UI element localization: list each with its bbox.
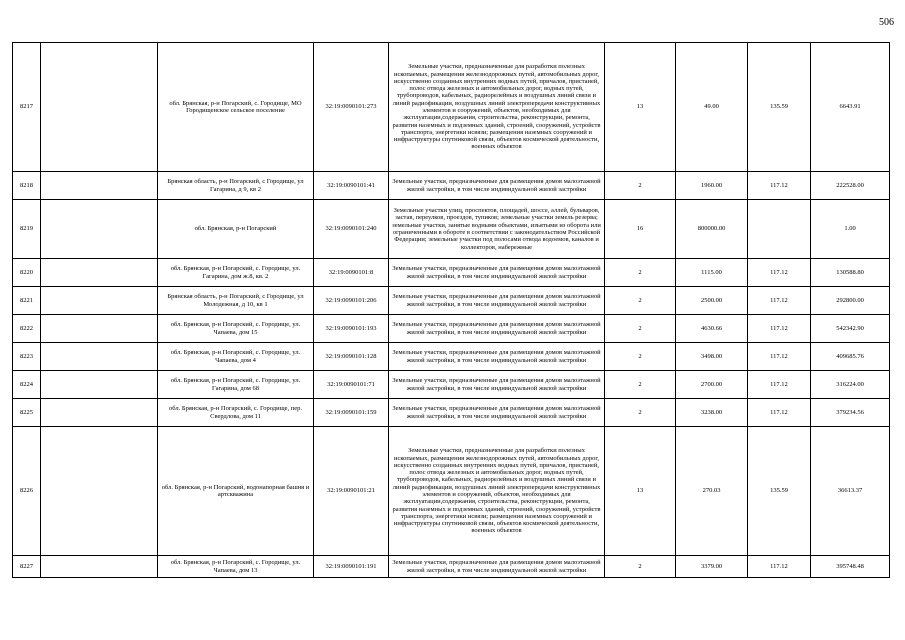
cadastral-value-cell: 6643.91 (811, 43, 890, 172)
cadastral-value-cell: 130588.80 (811, 259, 890, 287)
area-cell: 3238.00 (676, 399, 748, 427)
table-row (13, 427, 890, 556)
table-row (13, 259, 890, 287)
area-cell: 3498.00 (676, 343, 748, 371)
specific-value-cell: 117.12 (748, 287, 811, 315)
cadastral-number-cell: 32:19:0090101:206 (314, 287, 389, 315)
table-row (13, 371, 890, 399)
use-group-code-cell: 2 (605, 259, 676, 287)
area-cell: 2500.00 (676, 287, 748, 315)
row-number: 8227 (13, 556, 41, 578)
use-group-code-cell: 13 (605, 427, 676, 556)
address-cell: обл. Брянская, р-н Погарский, с. Городище, ул. Чапаева, дом 15 (158, 315, 314, 343)
use-group-code-cell: 2 (605, 343, 676, 371)
table-row (13, 315, 890, 343)
blank-cell (41, 343, 158, 371)
row-number: 8219 (13, 200, 41, 259)
specific-value-cell (748, 200, 811, 259)
row-number: 8226 (13, 427, 41, 556)
specific-value-cell: 135.59 (748, 427, 811, 556)
use-group-code-cell: 13 (605, 43, 676, 172)
land-use-description-cell: Земельные участки, предназначенные для размещения домов малоэтажной жилой застройки, в том числе индивидуальной жилой застройки (389, 172, 605, 200)
row-number: 8218 (13, 172, 41, 200)
table-row (13, 287, 890, 315)
cadastral-value-cell: 292800.00 (811, 287, 890, 315)
cadastral-value-cell: 316224.00 (811, 371, 890, 399)
blank-cell (41, 556, 158, 578)
use-group-code-cell: 2 (605, 315, 676, 343)
address-cell: обл. Брянская, р-н Погарский, с. Городище, МО Городищенское сельское поселение (158, 43, 314, 172)
blank-cell (41, 427, 158, 556)
specific-value-cell: 117.12 (748, 172, 811, 200)
cadastral-value-cell: 36613.37 (811, 427, 890, 556)
table-row (13, 343, 890, 371)
cadastral-number-cell: 32:19:0090101:71 (314, 371, 389, 399)
specific-value-cell: 117.12 (748, 371, 811, 399)
cadastral-number-cell: 32:19:0090101:21 (314, 427, 389, 556)
cadastral-number-cell: 32:19:0090101:193 (314, 315, 389, 343)
land-use-description-cell: Земельные участки, предназначенные для размещения домов малоэтажной жилой застройки, в том числе индивидуальной жилой застройки (389, 315, 605, 343)
table-row (13, 200, 890, 259)
area-cell: 3379.00 (676, 556, 748, 578)
row-number: 8223 (13, 343, 41, 371)
address-cell: обл. Брянская, р-н Погарский, с. Городище, ул. Чапаева, дом 4 (158, 343, 314, 371)
blank-cell (41, 43, 158, 172)
row-number: 8225 (13, 399, 41, 427)
table-row (13, 43, 890, 172)
page-number: 506 (879, 17, 894, 28)
cadastral-number-cell: 32:19:0090101:128 (314, 343, 389, 371)
address-cell: обл. Брянская, р-н Погарский (158, 200, 314, 259)
table-row (13, 172, 890, 200)
land-use-description-cell: Земельные участки, предназначенные для размещения домов малоэтажной жилой застройки, в том числе индивидуальной жилой застройки (389, 556, 605, 578)
blank-cell (41, 172, 158, 200)
land-use-description-cell: Земельные участки, предназначенные для разработки полезных ископаемых, размещения железнодорожных путей, автомобильных дорог, искусственно созданных внутренних водных путей, причалов, пристаней, полос отвода железных и автомобильных дорог, водных путей, трубопроводов, кабельных, радиорелейных и воздушных линий связи и линий радиофикации, воздушных линий электропередачи конструктивных элементов и сооружений, объектов, необходимых для эксплуатации,содержания, строительства, реконструкции, ремонта, развития наземных и подземных зданий, строений, сооружений, устройств транспорта, энергетики исвязи; размещения наземных сооружений и инфраструктуры спутниковой связи, объектов космической деятельности, военных объектов (389, 43, 605, 172)
use-group-code-cell: 2 (605, 287, 676, 315)
land-use-description-cell: Земельные участки, предназначенные для размещения домов малоэтажной жилой застройки, в том числе индивидуальной жилой застройки (389, 343, 605, 371)
table-row (13, 399, 890, 427)
specific-value-cell: 117.12 (748, 556, 811, 578)
cadastral-number-cell: 32:19:0090101:273 (314, 43, 389, 172)
address-cell: Брянская область, р-н Погарский, с Городище, ул Гагарина, д 9, кв 2 (158, 172, 314, 200)
specific-value-cell: 117.12 (748, 315, 811, 343)
cadastral-number-cell: 32:19:0090101:159 (314, 399, 389, 427)
table-row (13, 556, 890, 578)
cadastral-value-cell: 542342.90 (811, 315, 890, 343)
cadastral-value-cell: 1.00 (811, 200, 890, 259)
blank-cell (41, 200, 158, 259)
cadastral-value-cell: 395748.48 (811, 556, 890, 578)
area-cell: 4630.66 (676, 315, 748, 343)
land-registry-table (12, 42, 890, 578)
area-cell: 800000.00 (676, 200, 748, 259)
blank-cell (41, 315, 158, 343)
specific-value-cell: 117.12 (748, 399, 811, 427)
area-cell: 2700.00 (676, 371, 748, 399)
use-group-code-cell: 16 (605, 200, 676, 259)
area-cell: 1115.00 (676, 259, 748, 287)
specific-value-cell: 117.12 (748, 259, 811, 287)
land-use-description-cell: Земельные участки, предназначенные для размещения домов малоэтажной жилой застройки, в том числе индивидуальной жилой застройки (389, 399, 605, 427)
row-number: 8224 (13, 371, 41, 399)
row-number: 8221 (13, 287, 41, 315)
row-number: 8222 (13, 315, 41, 343)
blank-cell (41, 399, 158, 427)
specific-value-cell: 117.12 (748, 343, 811, 371)
land-use-description-cell: Земельные участки, предназначенные для размещения домов малоэтажной жилой застройки, в том числе индивидуальной жилой застройки (389, 287, 605, 315)
use-group-code-cell: 2 (605, 399, 676, 427)
blank-cell (41, 287, 158, 315)
row-number: 8217 (13, 43, 41, 172)
address-cell: обл. Брянская, р-н Погарский, с. Городище, ул. Гагарина, дом 68 (158, 371, 314, 399)
cadastral-number-cell: 32:19:0090101:41 (314, 172, 389, 200)
blank-cell (41, 371, 158, 399)
land-use-description-cell: Земельные участки, предназначенные для размещения домов малоэтажной жилой застройки, в том числе индивидуальной жилой застройки (389, 371, 605, 399)
address-cell: обл. Брянская, р-н Погарский, с. Городище, ул. Гагарина, дом ж.8, кв. 2 (158, 259, 314, 287)
area-cell: 1960.00 (676, 172, 748, 200)
specific-value-cell: 135.59 (748, 43, 811, 172)
address-cell: обл. Брянская, р-н Погарский, с. Городище, пер. Свердлова, дом 11 (158, 399, 314, 427)
area-cell: 49.00 (676, 43, 748, 172)
address-cell: Брянская область, р-н Погарский, с Городище, ул Молодежная, д 10, кв 1 (158, 287, 314, 315)
cadastral-number-cell: 32:19:0090101:191 (314, 556, 389, 578)
land-use-description-cell: Земельные участки, предназначенные для разработки полезных ископаемых, размещения железнодорожных путей, автомобильных дорог, искусственно созданных внутренних водных путей, причалов, пристаней, полос отвода железных и автомобильных дорог, водных путей, трубопроводов, кабельных, радиорелейных и воздушных линий связи и линий радиофикации, воздушных линий электропередачи конструктивных элементов и сооружений, объектов, необходимых для эксплуатации,содержания, строительства, реконструкции, ремонта, развития наземных и подземных зданий, строений, сооружений, устройств транспорта, энергетики исвязи; размещения наземных сооружений и инфраструктуры спутниковой связи, объектов космической деятельности, военных объектов (389, 427, 605, 556)
land-use-description-cell: Земельные участки, предназначенные для размещения домов малоэтажной жилой застройки, в том числе индивидуальной жилой застройки (389, 259, 605, 287)
use-group-code-cell: 2 (605, 172, 676, 200)
use-group-code-cell: 2 (605, 371, 676, 399)
area-cell: 270.03 (676, 427, 748, 556)
cadastral-number-cell: 32:19:0090101:240 (314, 200, 389, 259)
cadastral-value-cell: 222528.00 (811, 172, 890, 200)
cadastral-number-cell: 32:19:0090101:8 (314, 259, 389, 287)
use-group-code-cell: 2 (605, 556, 676, 578)
blank-cell (41, 259, 158, 287)
address-cell: обл. Брянская, р-н Погарский, с. Городище, ул. Чапаева, дом 13 (158, 556, 314, 578)
row-number: 8220 (13, 259, 41, 287)
cadastral-value-cell: 409685.76 (811, 343, 890, 371)
cadastral-value-cell: 379234.56 (811, 399, 890, 427)
address-cell: обл. Брянская, р-н Погарский, водонапорная башня и артскважина (158, 427, 314, 556)
land-use-description-cell: Земельные участки улиц, проспектов, площадей, шоссе, аллей, бульваров, застав, переулков, проездов, тупиков; земельные участки земель резерва; земельные участки, занятые водными объектами, изъятыми из оборота или ограниченными в обороте в соответствии с законодательством Российской Федерации; земельные участки под полосами отвода водоемов, каналов и коллекторов, набережные (389, 200, 605, 259)
